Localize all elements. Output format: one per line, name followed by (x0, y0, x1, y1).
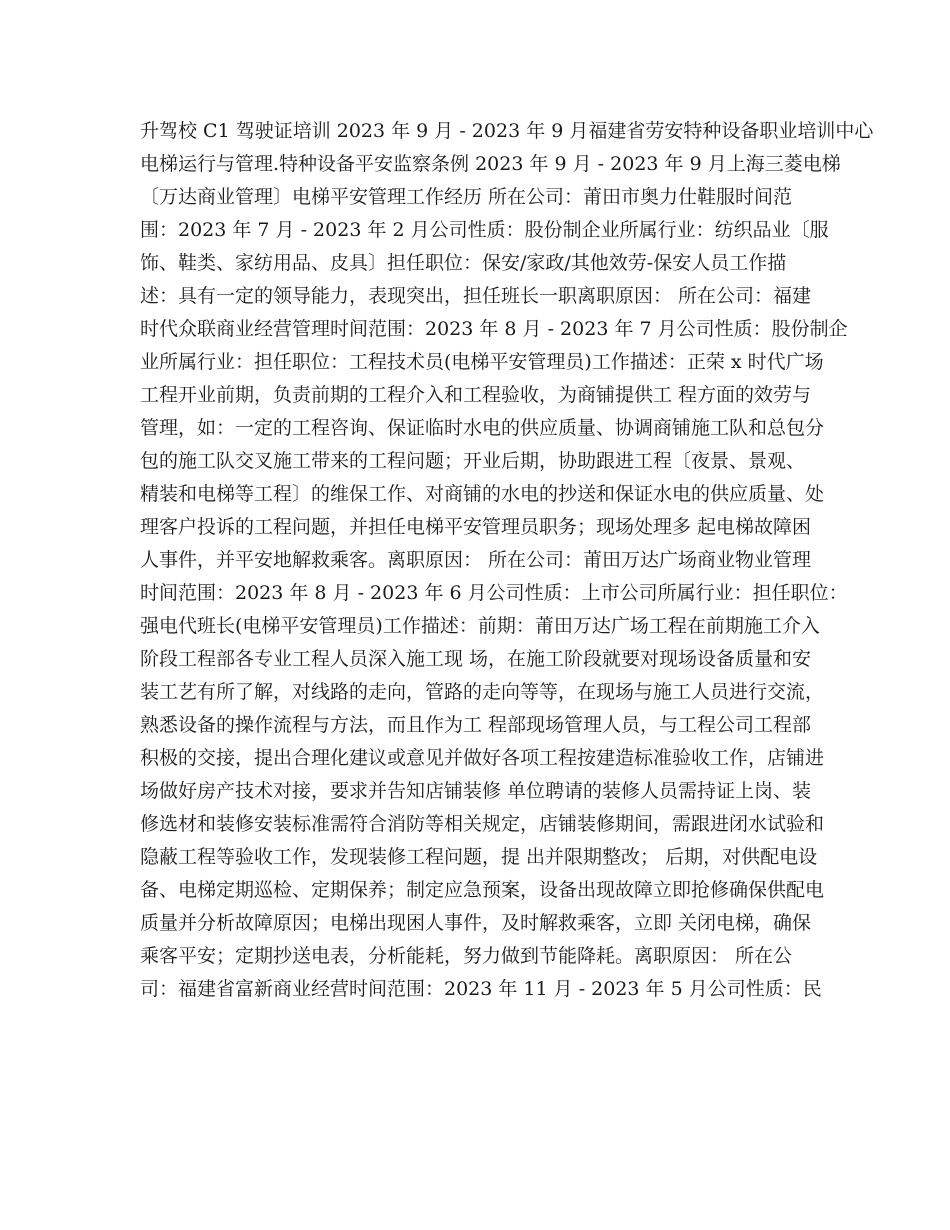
text-line: 阶段工程部各专业工程人员深入施工现 场，在施工阶段就要对现场设备质量和安 (140, 648, 812, 670)
text-line: 质量并分析故障原因；电梯出现困人事件，及时解救乘客，立即 关闭电梯，确保 (140, 912, 812, 934)
text-line: 围：2023 年 7 月 - 2023 年 2 月公司性质：股份制企业所属行业：纺织品业〔服 (140, 219, 829, 241)
text-line: 理客户投诉的工程问题，并担任电梯平安管理员职务；现场处理多 起电梯故障困 (140, 516, 812, 538)
text-line: 积极的交接，提出合理化建议或意见并做好各项工程按建造标准验收工作，店铺进 (140, 747, 825, 769)
text-line: 时间范围：2023 年 8 月 - 2023 年 6 月公司性质：上市公司所属行业：担任职位： (140, 582, 848, 604)
text-line: 包的施工队交叉施工带来的工程问题；开业后期，协助跟进工程〔夜景、景观、 (140, 450, 806, 472)
text-line: 管理，如：一定的工程咨询、保证临时水电的供应质量、协调商铺施工队和总包分 (140, 417, 825, 439)
text-line: 备、电梯定期巡检、定期保养；制定应急预案，设备出现故障立即抢修确保供配电 (140, 879, 825, 901)
text-line: 〔万达商业管理〕电梯平安管理工作经历 所在公司：莆田市奥力仕鞋服时间范 (140, 186, 793, 208)
text-line: 饰、鞋类、家纺用品、皮具〕担任职位：保安/家政/其他效劳-保安人员工作描 (140, 252, 787, 274)
text-line: 乘客平安；定期抄送电表，分析能耗，努力做到节能降耗。离职原因： 所在公 (140, 945, 793, 967)
document-body (140, 115, 874, 1006)
text-line: 升驾校 C1 驾驶证培训 2023 年 9 月 - 2023 年 9 月福建省劳安特种设备职业培训中心 (140, 120, 874, 142)
text-line: 时代众联商业经营管理时间范围：2023 年 8 月 - 2023 年 7 月公司性质：股份制企 (140, 318, 848, 340)
text-line: 精装和电梯等工程〕的维保工作、对商铺的水电的抄送和保证水电的供应质量、处 (140, 483, 825, 505)
text-line: 工程开业前期，负责前期的工程介入和工程验收，为商铺提供工 程方面的效劳与 (140, 384, 812, 406)
text-line: 述：具有一定的领导能力，表现突出，担任班长一职离职原因： 所在公司：福建 (140, 285, 812, 307)
text-line: 场做好房产技术对接，要求并告知店铺装修 单位聘请的装修人员需持证上岗、装 (140, 780, 812, 802)
text-line: 装工艺有所了解，对线路的走向，管路的走向等等，在现场与施工人员进行交流， (140, 681, 825, 703)
text-line: 熟悉设备的操作流程与方法，而且作为工 程部现场管理人员，与工程公司工程部 (140, 714, 812, 736)
text-line: 隐蔽工程等验收工作，发现装修工程问题，提 出并限期整改； 后期，对供配电设 (140, 846, 818, 868)
text-line: 强电代班长(电梯平安管理员)工作描述：前期：莆田万达广场工程在前期施工介入 (140, 615, 820, 637)
text-line: 业所属行业：担任职位：工程技术员(电梯平安管理员)工作描述：正荣 x 时代广场 (140, 351, 824, 373)
text-line: 电梯运行与管理.特种设备平安监察条例 2023 年 9 月 - 2023 年 9 月上海三菱电梯 (140, 153, 841, 175)
text-line: 人事件，并平安地解救乘客。离职原因： 所在公司：莆田万达广场商业物业管理 (140, 549, 812, 571)
text-line: 司：福建省富新商业经营时间范围：2023 年 11 月 - 2023 年 5 月公司性质：民 (140, 978, 822, 1000)
text-line: 修选材和装修安装标准需符合消防等相关规定，店铺装修期间，需跟进闭水试验和 (140, 813, 825, 835)
